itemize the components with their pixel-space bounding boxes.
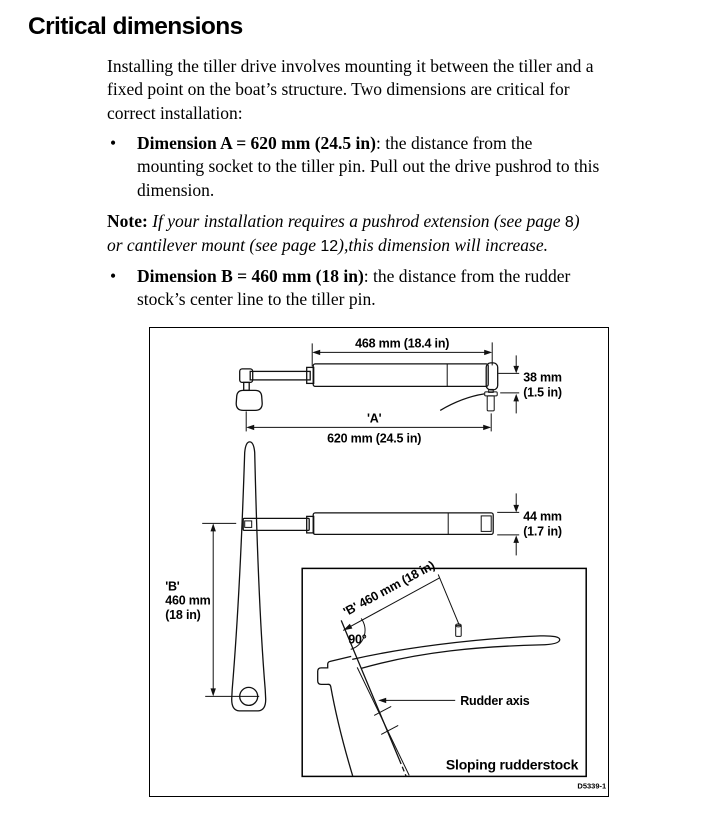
end-bracket (481, 516, 491, 532)
dimension-b-value: Dimension B = 460 mm (18 in) (137, 266, 364, 286)
bullet-b-line (137, 265, 570, 288)
actuator-cylinder (313, 364, 488, 387)
note-text: ) (573, 211, 580, 231)
dim-38-label: 38 mm (523, 370, 562, 385)
note-line (107, 210, 580, 234)
note-paragraph (107, 210, 580, 259)
page-ref: 8 (564, 214, 574, 231)
dimensions-figure (149, 327, 609, 797)
tiller-blade (232, 442, 266, 711)
note-text: or cantilever mount (see page (107, 235, 321, 256)
note-line (107, 234, 580, 258)
intro-line: Installing the tiller drive involves mounting it between the tiller and a (107, 56, 594, 76)
inset-caption: Sloping rudderstock (445, 756, 579, 773)
bullet-b-marker: • (110, 266, 117, 286)
dim-44-label: 44 mm (523, 509, 562, 524)
dim-b-value: 460 mm (165, 593, 211, 608)
inset-border (302, 568, 586, 776)
dim-38-label-in: (1.5 in) (523, 385, 562, 400)
note-label: Note: (107, 211, 153, 231)
bullet-a-line (137, 132, 599, 155)
socket-pin (244, 382, 250, 390)
sloping-rudderstock-inset (302, 558, 586, 776)
dim-a-label: 'A' (367, 411, 382, 426)
intro-line: correct installation: (107, 102, 243, 123)
angle-label: 90° (348, 632, 367, 647)
figure-code: D5339-1 (577, 781, 606, 791)
note-text: If your installation requires a pushrod extension (see page (152, 211, 565, 231)
bullet-a-line: mounting socket to the tiller pin. Pull out the drive pushrod to this (137, 156, 600, 177)
tiller-edge-hint (440, 394, 484, 411)
bullet-a-text: : the distance from the (375, 133, 533, 153)
bullet-b-text: : the distance from the rudder (363, 266, 571, 286)
intro-paragraph (107, 55, 593, 125)
page-title: Critical dimensions (28, 13, 243, 40)
bullet-b (137, 265, 570, 312)
rod-end-notch (245, 521, 252, 528)
mounting-socket (236, 390, 262, 410)
actuator-cylinder (313, 513, 493, 535)
pushrod (250, 371, 310, 380)
dimension-a-value: Dimension A = 620 mm (24.5 in) (137, 133, 376, 153)
pushrod-retracted (243, 518, 309, 530)
inset-dim-b-label: 'B' 460 mm (18 in) (340, 558, 437, 620)
bullet-b-line: stock’s center line to the tiller pin. (137, 289, 376, 310)
tiller-pin (487, 396, 494, 411)
dim-44-label-in: (1.7 in) (523, 524, 562, 539)
bullet-a-line: dimension. (137, 179, 215, 200)
dimensions-diagram (150, 328, 606, 794)
bullet-a (137, 132, 599, 202)
dim-b-label: 'B' (165, 579, 180, 594)
dim-b-value-in: (18 in) (165, 607, 201, 622)
bullet-a-marker: • (110, 133, 117, 153)
dim-468-label: 468 mm (18.4 in) (355, 336, 450, 351)
note-text: ),this dimension will increase. (338, 235, 548, 256)
page-ref: 12 (320, 238, 339, 256)
top-assembly (236, 336, 562, 445)
rudder-axis-label: Rudder axis (460, 693, 530, 708)
dim-620-label: 620 mm (24.5 in) (327, 431, 422, 446)
intro-line: fixed point on the boat’s structure. Two dimensions are critical for (107, 79, 570, 100)
